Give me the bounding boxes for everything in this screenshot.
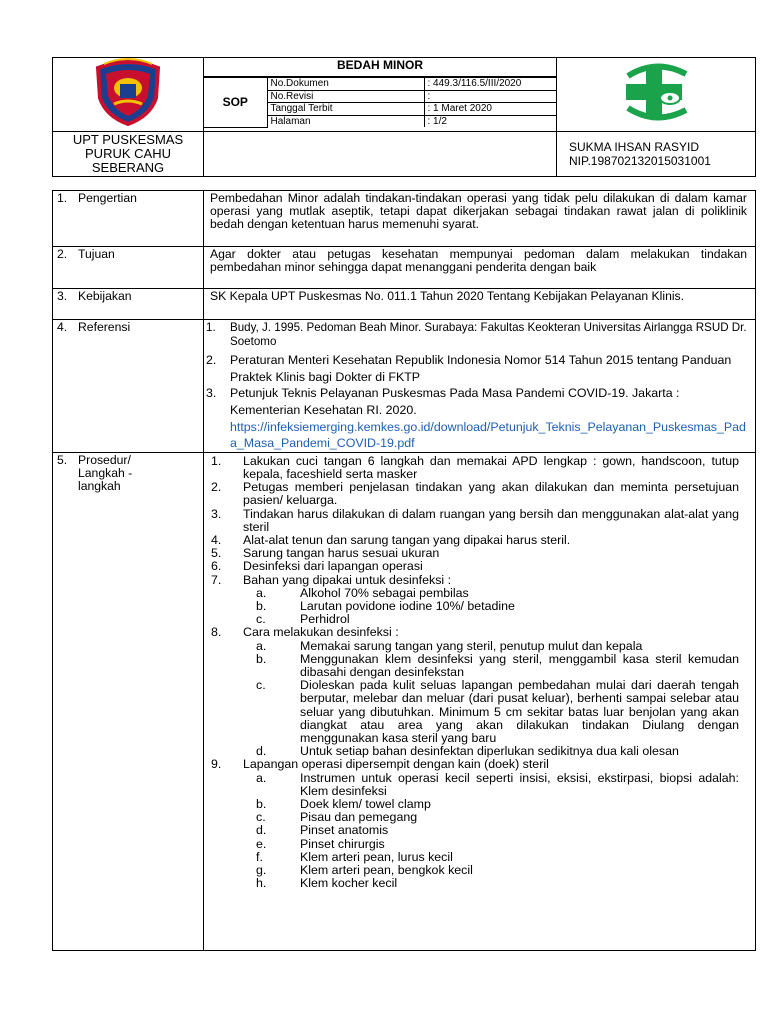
section-label — [53, 289, 204, 320]
substep-letter: b. — [256, 651, 267, 666]
substep-text: Menggunakan klem desinfeksi yang steril, menggambil kasa steril kemudan dibasahi dengan desinfekstan — [300, 651, 739, 679]
purpose-text: Agar dokter atau petugas kesehatan mempunyai pedoman dalam melakukan tindakan pembedahan minor sehingga dapat menanggani penderita dengan baik — [204, 247, 756, 289]
blank-cell — [204, 132, 557, 177]
substep — [204, 587, 739, 600]
step-text: Desinfeksi dari lapangan operasi — [243, 559, 423, 574]
section-label — [53, 452, 204, 950]
step-text: Lakukan cuci tangan 6 langkah dan memakai APD lengkap : gown, handscoon, tutup kepala, faceshield serta masker — [243, 453, 739, 481]
section-number: 3. — [57, 289, 68, 303]
procedure-step — [204, 481, 739, 507]
document-title: BEDAH MINOR — [204, 58, 556, 77]
reference-item — [204, 385, 749, 451]
substep — [204, 798, 739, 811]
signer-block — [557, 132, 756, 177]
step-text: Bahan yang dipakai untuk desinfeksi : — [243, 572, 452, 587]
procedure-step — [204, 455, 739, 481]
section-label — [53, 191, 204, 247]
step-number: 7. — [211, 572, 222, 587]
step-sublist — [204, 587, 739, 627]
step-text: Sarung tangan harus sesuai ukuran — [243, 546, 440, 561]
substep-text: Perhidrol — [300, 612, 350, 627]
step-number: 9. — [211, 757, 222, 772]
organization-name — [53, 132, 204, 177]
procedure-step — [204, 508, 739, 534]
substep-text: Klem arteri pean, bengkok kecil — [300, 863, 473, 878]
sop-header-table — [52, 57, 756, 177]
section-number: 1. — [57, 191, 68, 205]
substep-text: Pinset chirurgis — [300, 836, 385, 851]
substep-text: Memakai sarung tangan yang steril, penutup mulut dan kepala — [300, 638, 643, 653]
procedure-cell — [204, 452, 756, 950]
left-logo-cell — [53, 58, 204, 132]
meta-value: : — [424, 90, 556, 103]
section-title: Tujuan — [78, 247, 115, 261]
substep-letter: a. — [256, 638, 267, 653]
substep — [204, 772, 739, 798]
substep — [204, 838, 739, 851]
substep-letter: d. — [256, 823, 267, 838]
procedure-list — [204, 455, 739, 891]
right-logo-cell — [557, 58, 756, 132]
reference-link[interactable]: https://infeksiemerging.kemkes.go.id/download/Petunjuk_Teknis_Pelayanan_Puskesmas_Pada_Masa_Pandemi_COVID-19.pdf — [230, 419, 746, 451]
org-line: UPT PUSKESMAS — [72, 132, 184, 147]
step-text: Lapangan operasi dipersempit dengan kain (doek) steril — [243, 757, 549, 772]
substep-letter: g. — [256, 863, 267, 878]
step-text: Cara melakukan desinfeksi : — [243, 625, 399, 640]
regency-logo-icon — [90, 58, 166, 126]
section-title: Kebijakan — [78, 289, 132, 303]
substep — [204, 824, 739, 837]
substep-letter: h. — [256, 876, 267, 891]
signer-nip: NIP.198702132015031001 — [569, 154, 711, 168]
section-label — [53, 247, 204, 289]
step-number: 6. — [211, 559, 222, 574]
section-label — [53, 320, 204, 453]
substep-letter: d. — [256, 744, 267, 759]
step-number: 2. — [211, 480, 222, 495]
substep — [204, 864, 739, 877]
substep-text: Alkohol 70% sebagai pembilas — [300, 585, 469, 600]
title-cell — [204, 58, 557, 132]
org-line: PURUK CAHU — [85, 146, 171, 161]
procedure-step — [204, 574, 739, 627]
substep-letter: c. — [256, 612, 266, 627]
meta-value: : 449.3/116.5/III/2020 — [424, 78, 556, 91]
substep-letter: a. — [256, 770, 267, 785]
substep-letter: b. — [256, 598, 267, 613]
substep-letter: a. — [256, 585, 267, 600]
meta-label: No.Dokumen — [267, 78, 424, 91]
references-cell — [204, 320, 756, 453]
procedure-step — [204, 626, 739, 758]
procedure-step — [204, 560, 739, 573]
substep — [204, 877, 739, 890]
substep-letter: e. — [256, 836, 267, 851]
puskesmas-logo-icon — [608, 60, 704, 124]
meta-value: : 1/2 — [424, 115, 556, 127]
item-number: 2. — [206, 353, 217, 368]
org-line: SEBERANG — [91, 160, 165, 175]
reference-list — [204, 321, 749, 452]
step-sublist — [204, 772, 739, 891]
step-text: Alat-alat tenun dan sarung tangan yang dipakai harus steril. — [243, 532, 571, 547]
item-number: 1. — [206, 321, 216, 334]
reference-item — [204, 352, 749, 385]
meta-table — [204, 77, 556, 128]
substep-letter: b. — [256, 797, 267, 812]
substep-text: Larutan povidone iodine 10%/ betadine — [300, 598, 515, 613]
meta-value: : 1 Maret 2020 — [424, 103, 556, 116]
step-sublist — [204, 640, 739, 759]
step-number: 5. — [211, 546, 222, 561]
substep-text: Dioleskan pada kulit seluas lapangan pembedahan mulai dari daerah tengah berputar, melebar dan meluar (dari pusat keluar), berhenti sampai selebar atau seluar yang dibutuhkan. Minimum 5 cm sekitar batas luar benjolan yang akan diangkat atau area yang akan dilakukan tindakan Diulang dengan menggunakan kasa steril yang baru — [300, 678, 739, 746]
substep-letter: c. — [256, 810, 266, 825]
step-number: 3. — [211, 506, 222, 521]
meta-label: Halaman — [267, 115, 424, 127]
substep-text: Pinset anatomis — [300, 823, 389, 838]
step-text: Tindakan harus dilakukan di dalam ruangan yang bersih dan menggunakan alat-alat yang steril — [243, 506, 739, 534]
signer-name: SUKMA IHSAN RASYID — [569, 140, 700, 154]
section-title — [78, 454, 132, 494]
substep-text: Klem kocher kecil — [300, 876, 398, 891]
section-number: 4. — [57, 320, 68, 334]
substep — [204, 679, 739, 745]
step-number: 4. — [211, 532, 222, 547]
step-number: 1. — [211, 453, 222, 468]
substep — [204, 653, 739, 679]
reference-text: Budy, J. 1995. Pedoman Beah Minor. Surabaya: Fakultas Keokteran Universitas Airlangga RSUD Dr. Soetomo — [230, 321, 747, 348]
step-number: 8. — [211, 625, 222, 640]
definition-text: Pembedahan Minor adalah tindakan-tindakan operasi yang tidak pelu dilakukan di dalam kamar operasi yang mutlak aseptik, tetapi dapat dikerjakan sebagai tindakan rawat jalan di poliklinik bedah dengan ketentuan harus memenuhi syarat. — [204, 191, 756, 247]
substep-text: Klem arteri pean, lurus kecil — [300, 849, 453, 864]
sop-content-table — [52, 190, 756, 951]
substep-text: Instrumen untuk operasi kecil seperti insisi, eksisi, ekstirpasi, biopsi adalah: Klem desinfeksi — [300, 770, 739, 798]
substep-letter: f. — [256, 849, 263, 864]
reference-text: Petunjuk Teknis Pelayanan Puskesmas Pada Masa Pandemi COVID-19. Jakarta : Kementerian Kesehatan RI. 2020. — [230, 386, 680, 417]
meta-label: No.Revisi — [267, 90, 424, 103]
policy-text: SK Kepala UPT Puskesmas No. 011.1 Tahun 2020 Tentang Kebijakan Pelayanan Klinis. — [204, 289, 756, 320]
substep-text: Untuk setiap bahan desinfektan diperlukan sedikitnya dua kali olesan — [300, 744, 679, 759]
procedure-step — [204, 758, 739, 890]
section-title: Pengertian — [78, 191, 137, 205]
step-text: Petugas memberi penjelasan tindakan yang akan dilakukan dan meminta persetujuan pasien/ keluarga. — [243, 480, 739, 508]
substep-text: Pisau dan pemegang — [300, 810, 418, 825]
section-number: 2. — [57, 247, 68, 261]
substep — [204, 600, 739, 613]
reference-text: Peraturan Menteri Kesehatan Republik Indonesia Nomor 514 Tahun 2015 tentang Panduan Praktek Klinis bagi Dokter di FKTP — [230, 353, 732, 384]
substep — [204, 811, 739, 824]
section-title-line: Langkah - — [78, 465, 133, 480]
substep-letter: c. — [256, 678, 266, 693]
substep — [204, 640, 739, 653]
meta-label: Tanggal Terbit — [267, 103, 424, 116]
reference-item — [204, 321, 749, 348]
section-title: Referensi — [78, 320, 131, 334]
sop-label: SOP — [204, 78, 267, 128]
section-title-line: langkah — [78, 479, 121, 494]
substep-text: Doek klem/ towel clamp — [300, 797, 431, 812]
section-title-line: Prosedur/ — [78, 452, 131, 467]
item-number: 3. — [206, 386, 217, 401]
section-number: 5. — [57, 452, 68, 467]
